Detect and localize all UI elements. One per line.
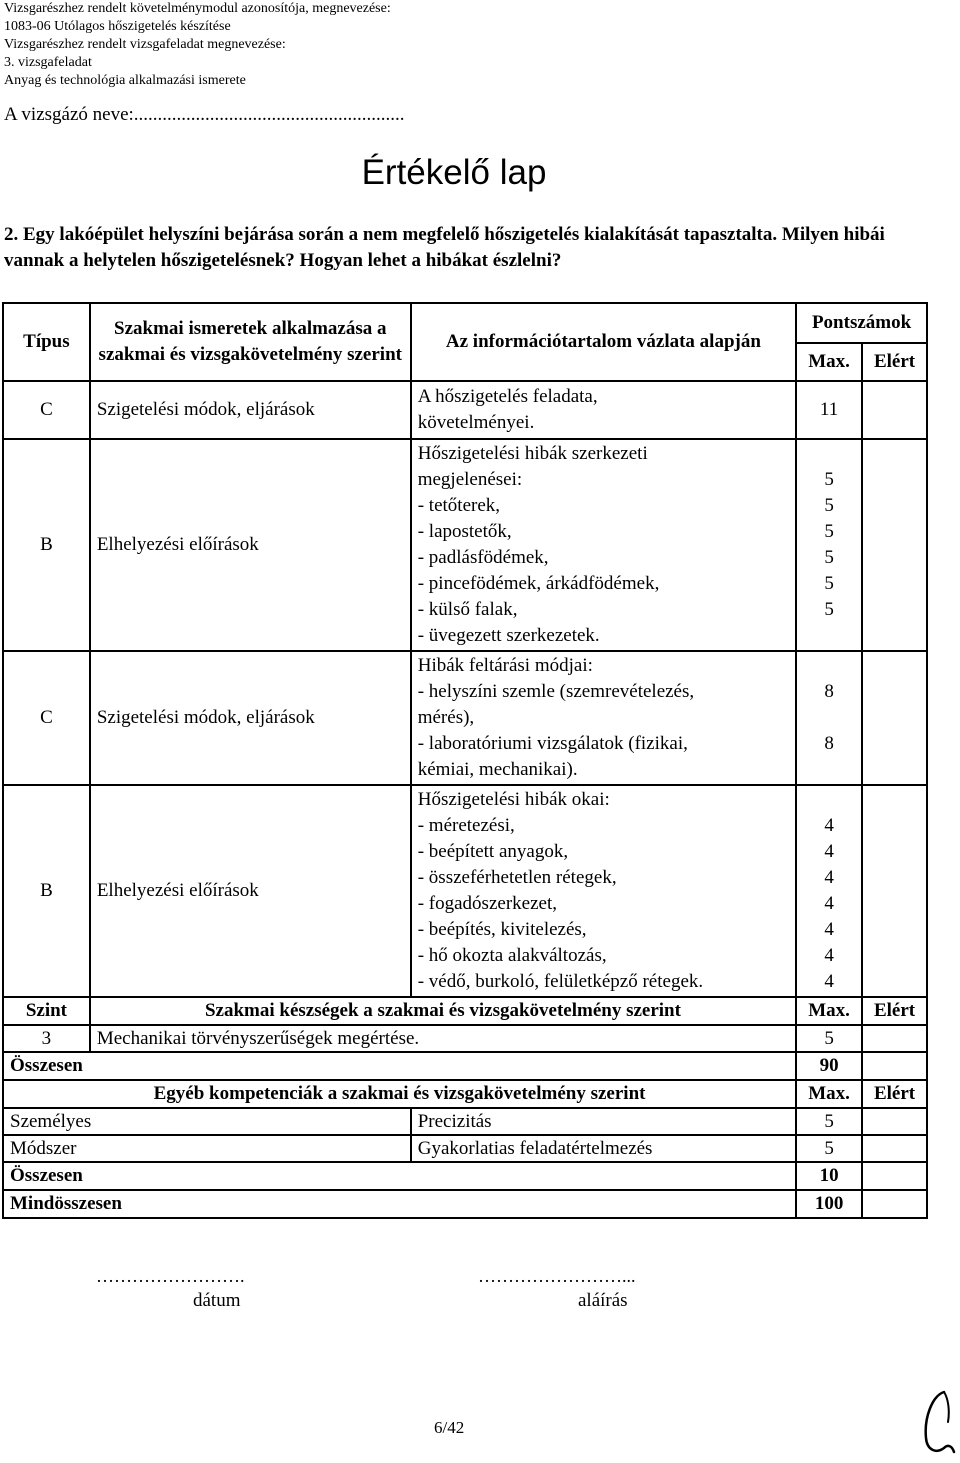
other-max-header: Max. xyxy=(796,1080,862,1108)
table-row xyxy=(3,651,927,785)
row-achieved xyxy=(862,651,927,785)
other-name: Gyakorlatias feladatértelmezés xyxy=(411,1135,796,1162)
skills-row xyxy=(3,1025,927,1052)
row-max: 5 5 5 5 5 5 xyxy=(796,439,862,651)
row-type: B xyxy=(3,439,90,651)
evaluation-table xyxy=(2,302,928,1219)
skills-label: Mechanikai törvényszerűségek megértése. xyxy=(90,1025,796,1052)
header-line: Anyag és technológia alkalmazási ismerete xyxy=(4,73,246,88)
page-number: 6/42 xyxy=(434,1418,465,1437)
total-row xyxy=(3,1052,927,1080)
other-header-row xyxy=(3,1080,927,1108)
page-title xyxy=(0,153,960,193)
table-row xyxy=(3,439,927,651)
col-achieved-header: Elért xyxy=(862,343,927,381)
row-type: C xyxy=(3,381,90,439)
row-achieved xyxy=(862,785,927,997)
other-name: Precizitás xyxy=(411,1108,796,1135)
total-row xyxy=(3,1162,927,1190)
row-info: Hibák feltárási módjai: - helyszíni szemle (szemrevételezés, mérés), - laboratóriumi vizsgálatok (fizikai, kémiai, mechanikai). xyxy=(411,651,796,785)
row-achieved xyxy=(862,381,927,439)
row-max: 8 8 xyxy=(796,651,862,785)
row-max: 11 xyxy=(796,381,862,439)
candidate-name-field: A vizsgázó neve:......................................................... xyxy=(4,104,405,125)
other-header: Egyéb kompetenciák a szakmai és vizsgakövetelmény szerint xyxy=(3,1080,796,1108)
row-type: C xyxy=(3,651,90,785)
skills-header-row xyxy=(3,997,927,1025)
header-line: 1083-06 Utólagos hőszigetelés készítése xyxy=(4,19,231,34)
document-header xyxy=(4,0,391,90)
table-header-row xyxy=(3,303,927,343)
row-knowledge: Elhelyezési előírások xyxy=(90,785,411,997)
other-row xyxy=(3,1108,927,1135)
grand-total-value: 100 xyxy=(796,1190,862,1218)
signature-label: aláírás xyxy=(578,1290,628,1311)
other-achieved-header: Elért xyxy=(862,1080,927,1108)
header-line: 3. vizsgafeladat xyxy=(4,55,92,70)
row-knowledge: Szigetelési módok, eljárások xyxy=(90,651,411,785)
total-value: 90 xyxy=(796,1052,862,1080)
col-points-header: Pontszámok xyxy=(796,303,927,343)
other-max: 5 xyxy=(796,1135,862,1162)
skills-header: Szakmai készségek a szakmai és vizsgakövetelmény szerint xyxy=(90,997,796,1025)
header-line: Vizsgarészhez rendelt vizsgafeladat megnevezése: xyxy=(4,37,286,52)
other-row xyxy=(3,1135,927,1162)
date-dots: ……………………. xyxy=(96,1266,245,1286)
row-max: 4 4 4 4 4 4 4 xyxy=(796,785,862,997)
date-label: dátum xyxy=(193,1290,241,1311)
total-label: Összesen xyxy=(3,1052,796,1080)
signature-dots: ……………………... xyxy=(478,1266,636,1286)
col-knowledge-header: Szakmai ismeretek alkalmazása a szakmai és vizsgakövetelmény szerint xyxy=(90,303,411,381)
row-achieved xyxy=(862,439,927,651)
skills-max: 5 xyxy=(796,1025,862,1052)
other-kind: Személyes xyxy=(3,1108,411,1135)
row-knowledge: Szigetelési módok, eljárások xyxy=(90,381,411,439)
col-max-header: Max. xyxy=(796,343,862,381)
handwritten-mark-icon xyxy=(918,1388,960,1458)
grand-total-label: Mindösszesen xyxy=(3,1190,796,1218)
task-question: 2. Egy lakóépület helyszíni bejárása során a nem megfelelő hőszigetelés kialakítását tapasztalta. Milyen hibái vannak a helytelen hőszigetelésnek? Hogyan lehet a hibákat észlelni? xyxy=(4,224,885,271)
skills-max-header: Max. xyxy=(796,997,862,1025)
skills-achieved-header: Elért xyxy=(862,997,927,1025)
row-type: B xyxy=(3,785,90,997)
header-line: Vizsgarészhez rendelt követelménymodul azonosítója, megnevezése: xyxy=(4,1,391,16)
row-info: Hőszigetelési hibák okai: - méretezési, - beépített anyagok, - összeférhetetlen rétegek, - fogadószerkezet, - beépítés, kivitelezés, - hő okozta alakváltozás, - védő, burkoló, felületképző rétegek. xyxy=(411,785,796,997)
other-kind: Módszer xyxy=(3,1135,411,1162)
skills-level-header: Szint xyxy=(3,997,90,1025)
grand-total-row xyxy=(3,1190,927,1218)
page-title-text: Értékelő lap xyxy=(361,153,547,192)
table-row xyxy=(3,785,927,997)
other-max: 5 xyxy=(796,1108,862,1135)
total-label: Összesen xyxy=(3,1162,796,1190)
col-type-header: Típus xyxy=(3,303,90,381)
row-knowledge: Elhelyezési előírások xyxy=(90,439,411,651)
row-info: A hőszigetelés feladata, követelményei. xyxy=(411,381,796,439)
table-row xyxy=(3,381,927,439)
skills-level: 3 xyxy=(3,1025,90,1052)
total-value: 10 xyxy=(796,1162,862,1190)
row-info: Hőszigetelési hibák szerkezeti megjelenései: - tetőterek, - lapostetők, - padlásfödémek, - pincefödémek, árkádfödémek, - külső falak, - üvegezett szerkezetek. xyxy=(411,439,796,651)
col-info-header: Az információtartalom vázlata alapján xyxy=(411,303,796,381)
